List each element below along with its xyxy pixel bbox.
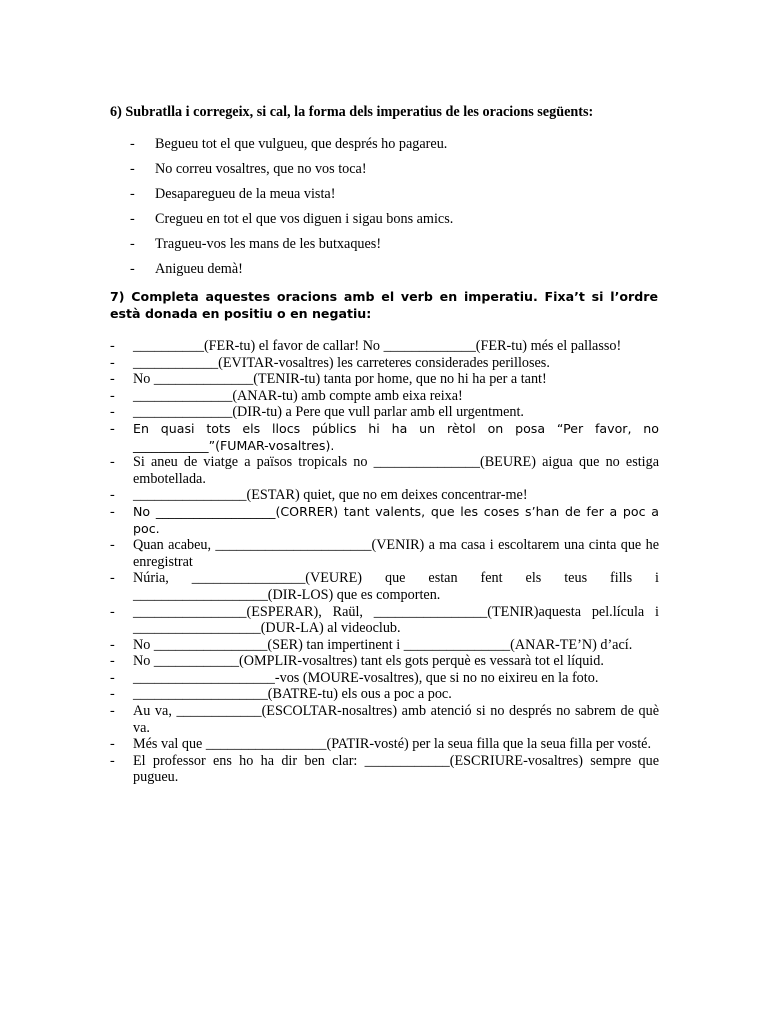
bullet-dash: - <box>130 136 135 152</box>
fill-in-sentence: ______________(ANAR-tu) amb compte amb eixa reixa! <box>133 387 463 404</box>
fill-in-sentence: Núria, ________________(VEURE) que estan fent els teus fills i ___________________(DIR-LOS) que es comporten. <box>133 570 659 603</box>
list-item <box>0 136 768 161</box>
list-item <box>0 703 768 736</box>
exercise-7-list <box>0 338 768 786</box>
bullet-dash: - <box>130 261 135 278</box>
list-item <box>0 186 768 211</box>
list-item <box>0 211 768 236</box>
list-item <box>0 388 768 405</box>
bullet-dash: - <box>110 636 115 653</box>
exercise-7-title: 7) Completa aquestes oracions amb el verb en imperatiu. Fixa’t si l’ordre està donada en positiu o en negatiu: <box>110 289 658 321</box>
list-item <box>0 161 768 186</box>
bullet-dash: - <box>110 420 115 437</box>
list-item <box>0 686 768 703</box>
fill-in-sentence: Si aneu de viatge a països tropicals no _______________(BEURE) aigua que no estiga embotellada. <box>133 454 659 487</box>
bullet-dash: - <box>110 454 115 471</box>
bullet-dash: - <box>110 686 115 703</box>
bullet-dash: - <box>110 371 115 388</box>
list-item <box>0 404 768 421</box>
list-item <box>0 537 768 570</box>
bullet-dash: - <box>110 487 115 504</box>
sentence: Cregueu en tot el que vos diguen i sigau bons amics. <box>155 211 454 228</box>
fill-in-sentence: No ____________(OMPLIR-vosaltres) tant els gots perquè es vessarà tot el líquid. <box>133 653 604 670</box>
fill-in-sentence: ___________________(BATRE-tu) els ous a poc a poc. <box>133 686 452 703</box>
bullet-dash: - <box>110 354 115 371</box>
fill-in-sentence: En quasi tots els llocs públics hi ha un rètol on posa “Per favor, no ____________”(FUMAR-vosaltres). <box>133 420 659 453</box>
sentence: Desapareguеu de la meua vista! <box>155 186 336 203</box>
fill-in-sentence: __________(FER-tu) el favor de callar! No _____________(FER-tu) més el pallasso! <box>133 338 622 354</box>
list-item <box>0 236 768 261</box>
bullet-dash: - <box>130 186 135 203</box>
bullet-dash: - <box>130 161 135 178</box>
fill-in-sentence: ________________(ESPERAR), Raül, ________________(TENIR)aquesta pel.lícula i __________________(DUR-LA) al videoclub. <box>133 603 659 637</box>
list-item <box>0 604 768 637</box>
bullet-dash: - <box>110 736 115 753</box>
exercise-6-title: 6) Subratlla i corregeix, si cal, la forma dels imperatius de les oracions següents: <box>110 104 594 120</box>
bullet-dash: - <box>130 211 135 228</box>
fill-in-sentence: No ________________(SER) tan impertinent i _______________(ANAR-TE’N) d’ací. <box>133 636 633 653</box>
fill-in-sentence: Quan acabeu, ______________________(VENIR) a ma casa i escoltarem una cinta que he enregistrat <box>133 537 659 570</box>
list-item <box>0 487 768 504</box>
fill-in-sentence: No ______________(TENIR-tu) tanta por home, que no hi ha per a tant! <box>133 371 547 388</box>
list-item <box>0 421 768 454</box>
bullet-dash: - <box>110 387 115 404</box>
sentence: Begueu tot el que vulgueu, que després ho pagareu. <box>155 136 448 152</box>
fill-in-sentence: ______________(DIR-tu) a Pere que vull parlar amb ell urgentment. <box>133 404 524 421</box>
list-item <box>0 338 768 355</box>
bullet-dash: - <box>110 537 115 554</box>
bullet-dash: - <box>110 603 115 620</box>
list-item <box>0 570 768 603</box>
list-item <box>0 355 768 372</box>
bullet-dash: - <box>110 752 115 769</box>
exercise-6-list <box>0 136 768 287</box>
list-item <box>0 736 768 753</box>
bullet-dash: - <box>130 236 135 253</box>
bullet-dash: - <box>110 703 115 720</box>
list-item <box>0 454 768 487</box>
list-item <box>0 753 768 786</box>
fill-in-sentence: El professor ens ho ha dir ben clar: ____________(ESCRIURE-vosaltres) sempre que pugueu. <box>133 752 659 786</box>
fill-in-sentence: ________________(ESTAR) quiet, que no em deixes concentrar-me! <box>133 487 528 504</box>
bullet-dash: - <box>110 570 115 587</box>
fill-in-sentence: ____________(EVITAR-vosaltres) les carreteres considerades perilloses. <box>133 354 550 371</box>
sentence: Tragueu-vos les mans de les butxaques! <box>155 236 382 253</box>
fill-in-sentence: Més val que _________________(PATIR-vosté) per la seua filla que la seua filla per vosté. <box>133 736 651 753</box>
sentence: Anigueu demà! <box>155 261 243 278</box>
fill-in-sentence: ____________________-vos (MOURE-vosaltres), que si no no eixireu en la foto. <box>133 669 599 686</box>
list-item <box>0 371 768 388</box>
fill-in-sentence: No ___________________(CORRER) tant valents, que les coses s’han de fer a poc a poc. <box>133 503 659 536</box>
fill-in-sentence: Au va, ____________(ESCOLTAR-nosaltres) amb atenció si no després no sabrem de què va. <box>133 703 659 736</box>
sentence: No correu vosaltres, que no vos toca! <box>155 161 367 178</box>
list-item <box>0 653 768 670</box>
bullet-dash: - <box>110 503 115 520</box>
bullet-dash: - <box>110 669 115 686</box>
bullet-dash: - <box>110 404 115 421</box>
list-item <box>0 504 768 537</box>
list-item <box>0 670 768 687</box>
bullet-dash: - <box>110 338 115 354</box>
list-item <box>0 637 768 654</box>
bullet-dash: - <box>110 653 115 670</box>
list-item <box>0 261 768 286</box>
